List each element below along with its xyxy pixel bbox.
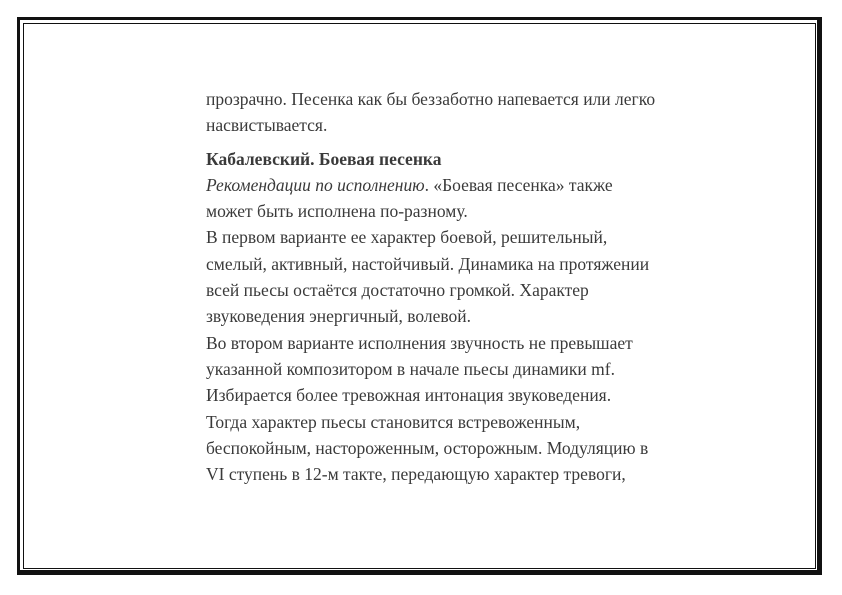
text-line: Тогда характер пьесы становится встревоженным, xyxy=(206,411,581,432)
text-line: В первом варианте ее характер боевой, решительный, xyxy=(206,227,608,248)
text-line: насвистывается. xyxy=(206,115,328,136)
text-line: всей пьесы остаётся достаточно громкой. Характер xyxy=(206,280,589,301)
text-line: Во втором варианте исполнения звучность не превышает xyxy=(206,332,633,353)
text-line: прозрачно. Песенка как бы беззаботно напевается или легко xyxy=(206,89,656,109)
text-line: Избирается более тревожная интонация звуковедения. xyxy=(206,385,612,406)
recommendation-label: Рекомендации по исполнению xyxy=(206,174,425,195)
text-line: VI ступень в 12-м такте, передающую характер тревоги, xyxy=(206,464,626,485)
text-line: беспокойным, настороженным, осторожным. Модуляцию в xyxy=(206,437,649,458)
text-line: может быть исполнена по-разному. xyxy=(206,201,468,222)
document-body xyxy=(206,86,766,487)
section-heading: Кабалевский. Боевая песенка xyxy=(206,148,442,169)
recommendation-text: . «Боевая песенка» также xyxy=(424,174,613,195)
text-line: звуковедения энергичный, волевой. xyxy=(206,306,471,327)
text-line: указанной композитором в начале пьесы динамики mf. xyxy=(206,358,615,379)
recommendation-line xyxy=(206,172,766,198)
text-line: смелый, активный, настойчивый. Динамика на протяжении xyxy=(206,253,650,274)
